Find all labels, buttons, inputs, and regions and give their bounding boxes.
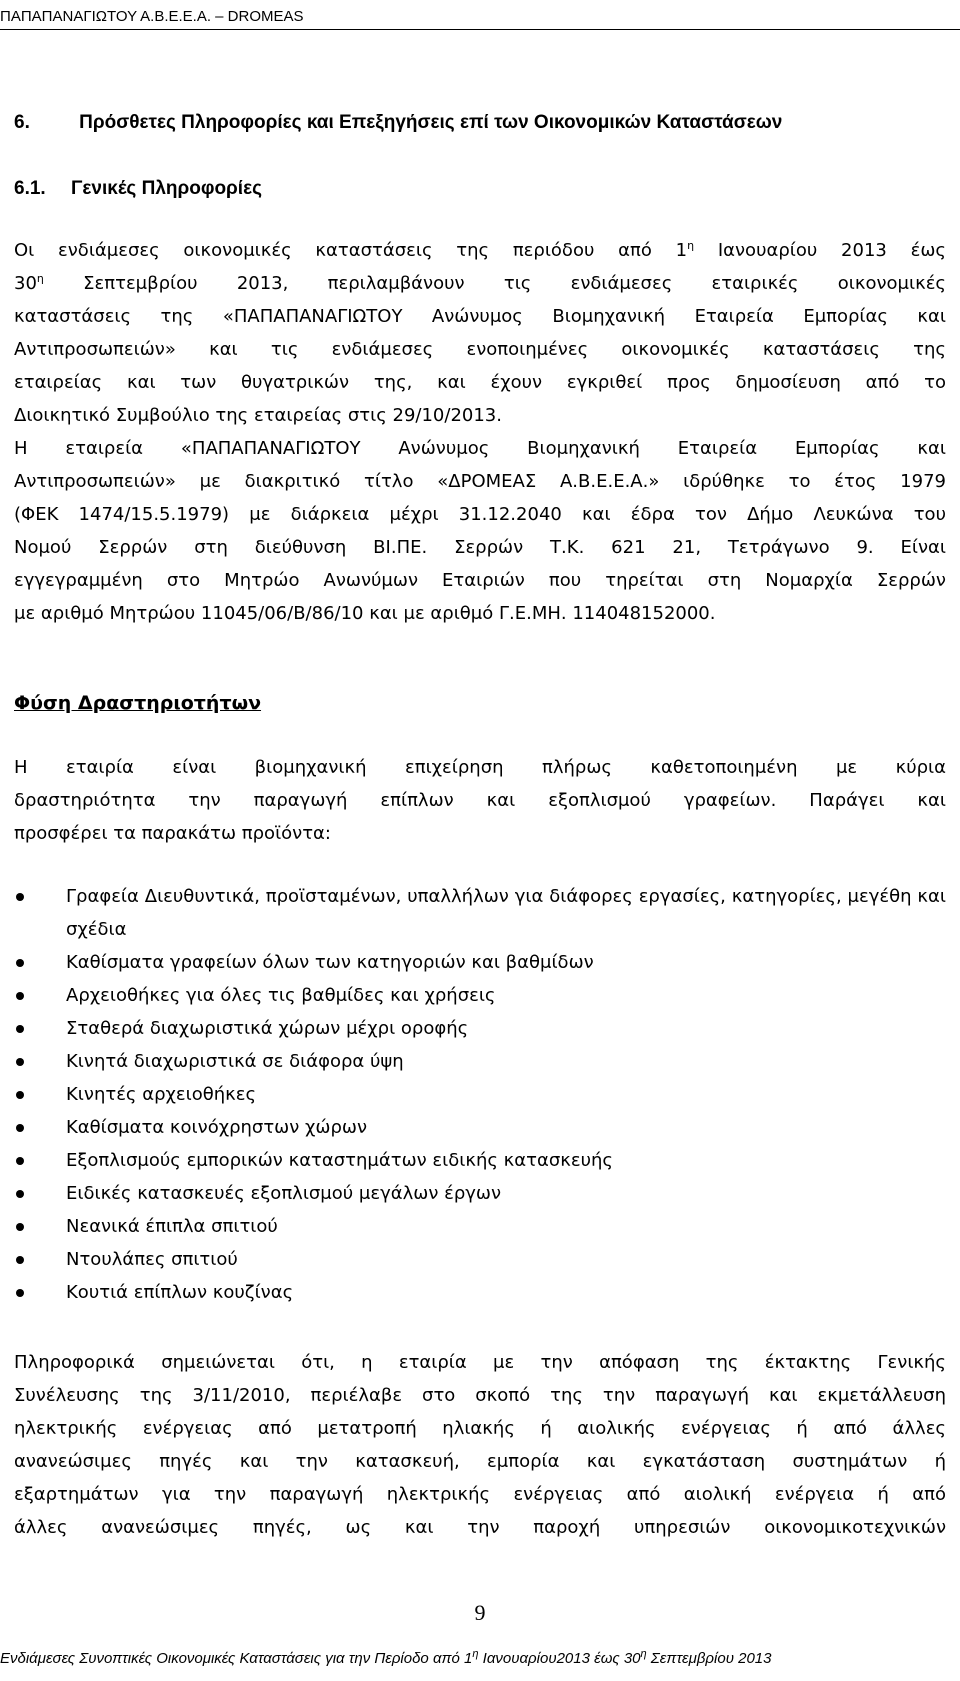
bullet-icon xyxy=(16,1190,24,1198)
para2-line: Η εταιρεία «ΠΑΠΑΠΑΝΑΓΙΩΤΟΥ Ανώνυμος Βιομηχανική Εταιρεία Εμπορίας και xyxy=(14,438,946,459)
para3-line: Πληροφορικά σημειώνεται ότι, η εταιρία με την απόφαση της έκτακτης Γενικής xyxy=(14,1352,946,1373)
company-info-paragraph xyxy=(14,432,946,630)
subsection-title: Γενικές Πληροφορίες xyxy=(70,178,262,199)
activity-paragraph xyxy=(14,751,946,850)
para2-line: (ΦΕΚ 1474/15.5.1979) με διάρκεια μέχρι 31.12.2040 και έδρα τον Δήμο Λευκώνα του xyxy=(14,504,946,525)
bullet-icon xyxy=(16,1091,24,1099)
list-item: Καθίσματα κοινόχρηστων χώρων xyxy=(14,1111,946,1144)
section-heading xyxy=(14,112,782,134)
header-rule xyxy=(0,29,960,30)
para1-line: καταστάσεις της «ΠΑΠΑΠΑΝΑΓΙΩΤΟΥ Ανώνυμος Βιομηχανική Εταιρεία Εμπορίας και xyxy=(14,306,946,327)
bullet-icon xyxy=(16,1025,24,1033)
general-info-paragraph xyxy=(14,234,946,432)
page-number: 9 xyxy=(474,1600,486,1625)
para1-line: Διοικητικό Συμβούλιο της εταιρείας στις 29/10/2013. xyxy=(14,405,502,426)
list-item: Καθίσματα γραφείων όλων των κατηγοριών και βαθμίδων xyxy=(14,946,946,979)
bullet-icon xyxy=(16,1256,24,1264)
bullet-icon xyxy=(16,1289,24,1297)
list-item: Κινητές αρχειοθήκες xyxy=(14,1078,946,1111)
para2-line: με αριθμό Μητρώου 11045/06/Β/86/10 και με αριθμό Γ.Ε.ΜΗ. 114048152000. xyxy=(14,603,716,624)
list-item: Εξοπλισμούς εμπορικών καταστημάτων ειδικής κατασκευής xyxy=(14,1144,946,1177)
activity-line: Η εταιρία είναι βιομηχανική επιχείρηση πλήρως καθετοποιημένη με κύρια xyxy=(14,757,946,778)
renewable-energy-paragraph xyxy=(14,1346,946,1544)
para1-line: Αντιπροσωπειών» και τις ενδιάμεσες ενοποιημένες οικονομικές καταστάσεις της xyxy=(14,339,946,360)
activity-line: προσφέρει τα παρακάτω προϊόντα: xyxy=(14,823,331,844)
bullet-icon xyxy=(16,893,24,901)
list-item: Ντουλάπες σπιτιού xyxy=(14,1243,946,1276)
para2-line: Αντιπροσωπειών» με διακριτικό τίτλο «ΔΡΟΜΕΑΣ Α.Β.Ε.Ε.Α.» ιδρύθηκε το έτος 1979 xyxy=(14,471,946,492)
para2-line: εγγεγραμμένη στο Μητρώο Ανωνύμων Εταιριών που τηρείται στη Νομαρχία Σερρών xyxy=(14,570,946,591)
products-list xyxy=(14,880,946,1309)
list-item: Νεανικά έπιπλα σπιτιού xyxy=(14,1210,946,1243)
section-title: Πρόσθετες Πληροφορίες και Επεξηγήσεις επί των Οικονομικών Καταστάσεων xyxy=(79,112,783,133)
activity-line: δραστηριότητα την παραγωγή επίπλων και εξοπλισμού γραφείων. Παράγει και xyxy=(14,790,946,811)
para3-line: ανανεώσιμες πηγές και την κατασκευή, εμπορία και εγκατάσταση συστημάτων ή xyxy=(14,1451,946,1472)
running-footer: Ενδιάμεσες Συνοπτικές Οικονομικές Καταστάσεις για την Περίοδο από $1^\eta$ Ιανουαρίου2013 έως $30^\eta$ Σεπτεμβρίου 2013 xyxy=(0,1648,772,1667)
para1-line: εταιρείας και των θυγατρικών της, και έχουν εγκριθεί προς δημοσίευση από το xyxy=(14,372,946,393)
para3-line: ηλεκτρικής ενέργειας από μετατροπή ηλιακής ή αιολικής ενέργειας ή από άλλες xyxy=(14,1418,946,1439)
para1-line: $30^\eta$ Σεπτεμβρίου 2013, περιλαμβάνουν τις ενδιάμεσες εταιρικές οικονομικές xyxy=(14,272,946,294)
activity-title: Φύση Δραστηριοτήτων xyxy=(14,692,262,714)
bullet-icon xyxy=(16,992,24,1000)
list-item: Σταθερά διαχωριστικά χώρων μέχρι οροφής xyxy=(14,1012,946,1045)
list-item: Γραφεία Διευθυντικά, προϊσταμένων, υπαλλήλων για διάφορες εργασίες, κατηγορίες, μεγέθη και σχέδια xyxy=(14,880,946,946)
para3-line: εξαρτημάτων για την παραγωγή ηλεκτρικής ενέργειας από αιολική ενέργεια ή από xyxy=(14,1484,946,1505)
list-item: Αρχειοθήκες για όλες τις βαθμίδες και χρήσεις xyxy=(14,979,946,1012)
bullet-icon xyxy=(16,1124,24,1132)
bullet-icon xyxy=(16,1058,24,1066)
section-number: 6. xyxy=(14,112,30,133)
para1-line: Οι ενδιάμεσες οικονομικές καταστάσεις της περιόδου από $1^\eta$ Ιανουαρίου 2013 έως xyxy=(14,239,946,261)
para3-line: Συνέλευσης της 3/11/2010, περιέλαβε στο σκοπό της την παραγωγή και εκμετάλλευση xyxy=(14,1385,946,1406)
bullet-icon xyxy=(16,1223,24,1231)
para3-line: άλλες ανανεώσιμες πηγές, ως και την παροχή υπηρεσιών οικονομικοτεχνικών xyxy=(14,1517,946,1538)
list-item: Κινητά διαχωριστικά σε διάφορα ύψη xyxy=(14,1045,946,1078)
bullet-icon xyxy=(16,959,24,967)
para2-line: Νομού Σερρών στη διεύθυνση ΒΙ.ΠΕ. Σερρών Τ.Κ. 621 21, Τετράγωνο 9. Είναι xyxy=(14,537,946,558)
list-item: Ειδικές κατασκευές εξοπλισμού μεγάλων έργων xyxy=(14,1177,946,1210)
running-header: ΠΑΠΑΠΑΝΑΓΙΩΤΟΥ Α.Β.Ε.Ε.Α. – DROMEAS xyxy=(0,8,304,25)
list-item: Κουτιά επίπλων κουζίνας xyxy=(14,1276,946,1309)
bullet-icon xyxy=(16,1157,24,1165)
subsection-heading xyxy=(14,178,262,200)
subsection-number: 6.1. xyxy=(14,178,46,199)
